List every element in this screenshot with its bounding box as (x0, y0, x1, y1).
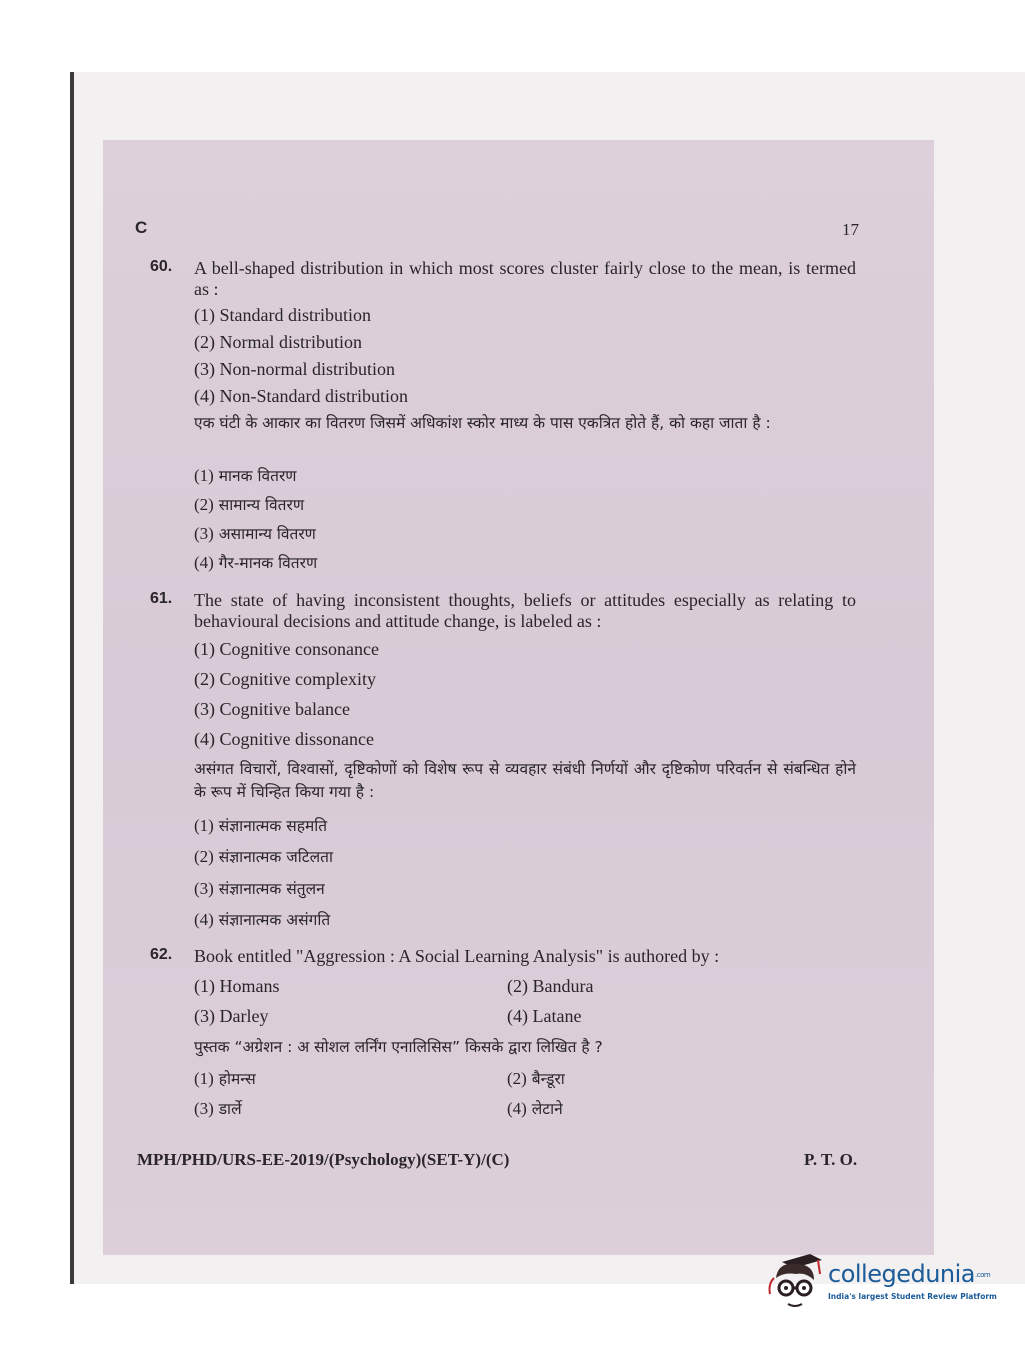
option-en: (2) Bandura (507, 976, 594, 996)
option-text: संज्ञानात्मक संतुलन (218, 880, 325, 898)
option-en: (3) Non-normal distribution (194, 359, 395, 379)
option-text: संज्ञानात्मक सहमति (218, 817, 328, 835)
question-text-hi: पुस्तक “अग्रेशन : अ सोशल लर्निंग एनालिसिस” किसके द्वारा लिखित है ? (194, 1038, 603, 1056)
question-text-en: A bell-shaped distribution in which most scores cluster fairly close to the mean, is termed as : (194, 258, 856, 299)
collegedunia-logo (766, 1248, 996, 1320)
option-text: बैन्डूरा (531, 1070, 565, 1088)
question-number: 62. (150, 946, 173, 963)
option-number: (1) (194, 466, 214, 485)
option-hi (194, 814, 327, 836)
logo-tagline: India's largest Student Review Platform (828, 1292, 997, 1301)
option-hi (507, 1067, 565, 1089)
question-text-hi: एक घंटी के आकार का वितरण जिसमें अधिकांश स्कोर माध्य के पास एकत्रित होते हैं, को कहा जाता है : (194, 414, 771, 432)
option-text: संज्ञानात्मक असंगति (218, 911, 331, 929)
option-text: असामान्य वितरण (218, 525, 316, 543)
option-text: लेटाने (531, 1100, 563, 1118)
option-en: (4) Latane (507, 1006, 582, 1026)
option-en: (2) Cognitive complexity (194, 669, 376, 689)
option-en: (1) Standard distribution (194, 305, 371, 325)
option-number: (3) (194, 879, 214, 898)
option-hi (194, 845, 333, 867)
option-number: (4) (507, 1099, 527, 1118)
option-number: (1) (194, 1069, 214, 1088)
option-en: (1) Cognitive consonance (194, 639, 379, 659)
pto-label: P. T. O. (804, 1150, 858, 1169)
option-number: (4) (194, 553, 214, 572)
logo-wordmark: collegedunia.com (828, 1260, 991, 1288)
option-text: संज्ञानात्मक जटिलता (218, 848, 333, 866)
option-en: (1) Homans (194, 976, 280, 996)
option-en: (3) Darley (194, 1006, 269, 1026)
option-hi (194, 493, 304, 515)
option-en: (4) Cognitive dissonance (194, 729, 374, 749)
option-text: डार्ले (218, 1100, 242, 1118)
option-hi (194, 908, 330, 930)
option-text: होमन्स (218, 1070, 256, 1088)
option-hi (194, 1067, 256, 1089)
question-text-en: The state of having inconsistent thoughts, beliefs or attitudes especially as relating to behavioural decisions and attitude change, is labeled as : (194, 590, 856, 631)
option-number: (2) (507, 1069, 527, 1088)
option-number: (3) (194, 524, 214, 543)
option-number: (4) (194, 910, 214, 929)
option-hi (507, 1097, 563, 1119)
question-number: 61. (150, 590, 173, 607)
option-hi (194, 522, 316, 544)
option-hi (194, 551, 317, 573)
option-number: (3) (194, 1099, 214, 1118)
set-label: C (135, 218, 148, 237)
option-text: सामान्य वितरण (218, 496, 305, 514)
option-hi (194, 877, 325, 899)
option-number: (2) (194, 847, 214, 866)
option-number: (1) (194, 816, 214, 835)
option-en: (2) Normal distribution (194, 332, 362, 352)
question-number: 60. (150, 258, 173, 275)
option-en: (4) Non-Standard distribution (194, 386, 408, 406)
option-text: मानक वितरण (218, 467, 297, 485)
question-text-hi: असंगत विचारों, विश्वासों, दृष्टिकोणों को विशेष रूप से व्यवहार संबंधी निर्णयों और दृष्टिकोण परिवर्तन से संबन्धित होने के रूप में चिन्हित किया गया है : (194, 760, 856, 801)
paper-code: MPH/PHD/URS-EE-2019/(Psychology)(SET-Y)/(C) (137, 1150, 510, 1169)
option-text: गैर-मानक वितरण (218, 554, 318, 572)
logo-domain: .com (975, 1271, 991, 1279)
mascot-icon (766, 1248, 828, 1320)
page-number: 17 (842, 220, 859, 239)
question-text-en: Book entitled "Aggression : A Social Learning Analysis" is authored by : (194, 946, 720, 966)
option-number: (2) (194, 495, 214, 514)
option-hi (194, 464, 297, 486)
option-en: (3) Cognitive balance (194, 699, 350, 719)
option-hi (194, 1097, 242, 1119)
